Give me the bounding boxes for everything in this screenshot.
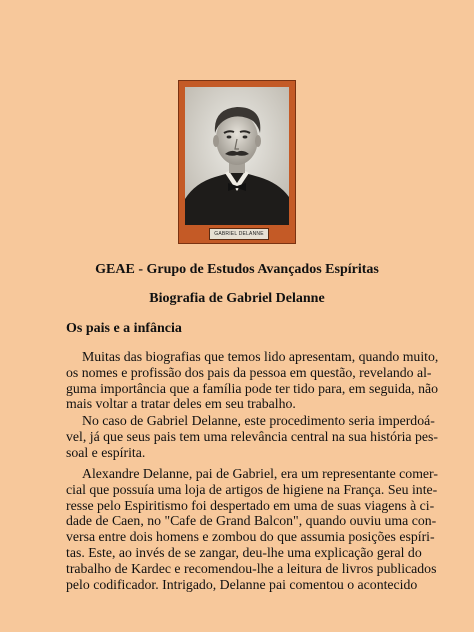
paragraph-line: trabalho de Kardec e recomendou-lhe a leitura de livros publicados [66,560,437,576]
section-title: Os pais e a infância [66,321,182,336]
paragraph-line: guma importância que a família pode ter tido para, em seguida, não [66,380,438,396]
paragraph [66,349,439,412]
paragraph [66,466,438,592]
paragraph-line: Muitas das biografias que temos lido apresentam, quando muito, [82,349,439,364]
portrait-caption: GABRIEL DELANNE [209,228,269,240]
portrait-frame [178,80,296,244]
organization-heading: GEAE - Grupo de Estudos Avançados Espíritas [95,262,379,277]
paragraph-line: No caso de Gabriel Delanne, este procedimento seria imperdoá- [82,413,435,428]
paragraph-line: versa entre dois homens e zombou do que assumia posições espíri- [66,529,435,545]
portrait-photo [185,87,289,225]
paragraph-line: resse pelo Espiritismo foi despertado em uma de suas viagens à ci- [66,497,435,513]
paragraph [66,413,438,460]
paragraph-line: Alexandre Delanne, pai de Gabriel, era um representante comer- [82,466,438,481]
paragraph-line: soal e espírita. [66,444,146,460]
paragraph-line: dade de Caen, no "Cafe de Grand Balcon", quando ouviu uma con- [66,513,437,529]
document-title: Biografia de Gabriel Delanne [149,291,325,306]
paragraph-line: mais voltar a tratar deles em seu trabalho. [66,396,296,412]
paragraph-line: tas. Este, ao invés de se zangar, deu-lhe uma explicação geral do [66,544,422,560]
paragraph-line: vel, já que seus pais tem uma relevância central na sua história pes- [66,428,438,444]
paragraph-line: os nomes e profissão dos pais da pessoa em questão, revelando al- [66,364,432,380]
paragraph-line: pelo codificador. Intrigado, Delanne pai comentou o acontecido [66,576,418,592]
portrait-image [185,87,289,225]
paragraph-line: cial que possuía uma loja de artigos de higiene na França. Seu inte- [66,481,438,497]
